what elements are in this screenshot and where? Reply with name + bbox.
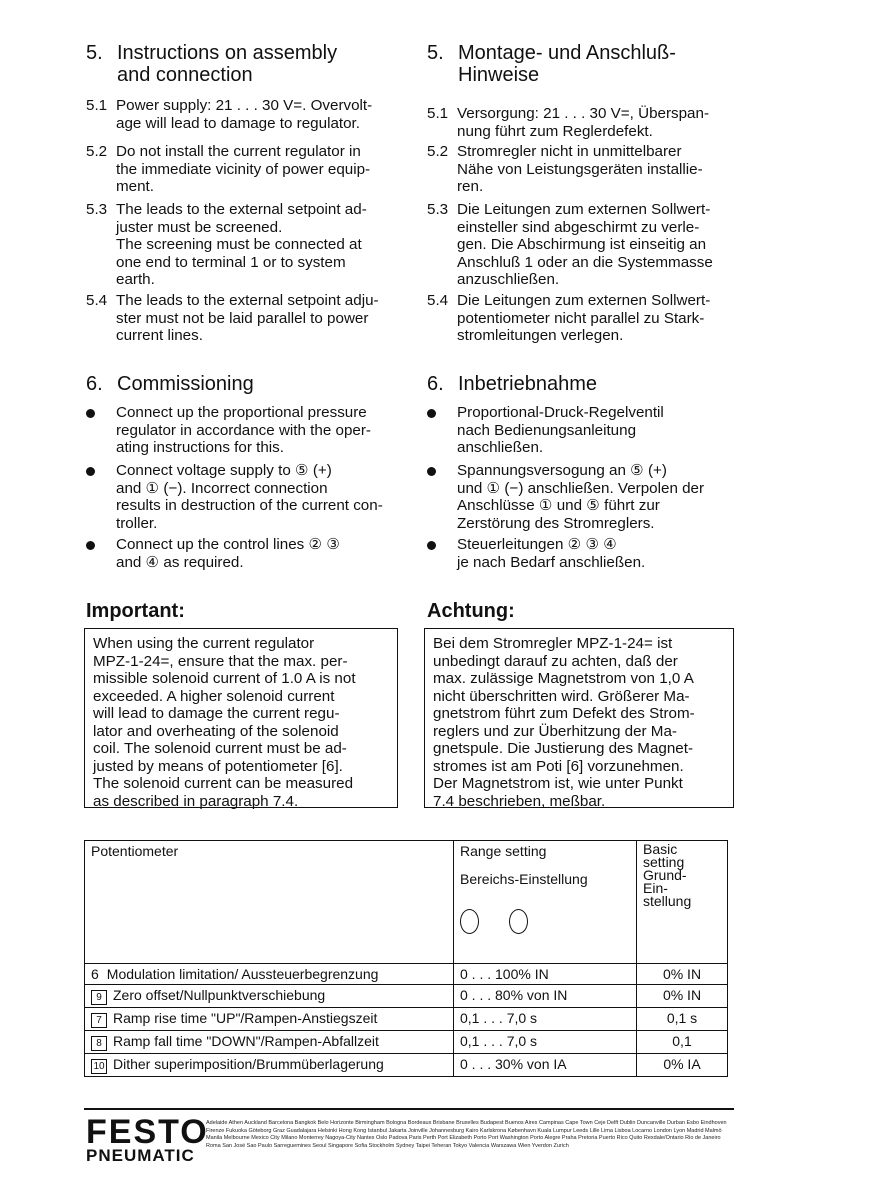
table-row [85, 1008, 728, 1031]
potentiometer-table [84, 840, 728, 1077]
row-id: 10 [91, 1059, 107, 1074]
row-basic: 0% IN [637, 985, 728, 1008]
row-range: 0 . . . 100% IN [454, 964, 637, 985]
row-label: Zero offset/Nullpunktverschiebung [113, 987, 326, 1003]
item-5-4-de [427, 292, 727, 345]
section-5-title-de: Montage- und Anschluß- Hinweise [458, 42, 676, 86]
table-row [85, 1054, 728, 1077]
pneumatic-wordmark: PNEUMATIC [86, 1146, 195, 1165]
bullet-2-de [427, 462, 767, 532]
section-6-number-de: 6. [427, 373, 444, 395]
range-symbols [460, 909, 630, 937]
section-5-number-en: 5. [86, 42, 103, 64]
section-6-title-en: Commissioning [117, 373, 254, 395]
item-number: 5.2 [86, 143, 108, 160]
bullet-1-de [427, 404, 757, 457]
city-list: Adelaide Athen Auckland Barcelona Bangkok Belo Horizonte Birmingham Bologna Bordeaux Brisbane Bruxelles Budapest Buenos Aires Campinas Cape Town Ceje Delft Dublin Duncanville Durban Esbo Eindhoven Firenze Fukuoka Göteborg Graz Guadalajara Helsinki Hong Kong Istanbul Jakarta Joinville Johannesburg Kairo Karlskrona København Kuala Lumpur Leeds Lille Lima Lisboa Locarno London Lyon Madrid Malmö Manila Melbourne Mexico City Milano Monterrey Nagoya-City Nantes Oslo Padova Paris Perth Port Elizabeth Porto Port Washington Porto Alegre Praha Pretoria Puerto Rico Quito Rexdale/Ontario Rio de Janeiro Roma San José Sao Paulo Sarreguemines Seoul Singapore Sofia Stockholm Sydney Taipei Teheran Tokyo Valencia Warszawa Wien Yverdon Zurich [206, 1120, 727, 1149]
bullet-text: Connect up the proportional pressure regulator in accordance with the oper- ating instructions for this. [116, 404, 371, 456]
header-range-de: Bereichs-Einstellung [460, 871, 588, 887]
row-label: Modulation limitation/ Aussteuerbegrenzung [106, 966, 379, 982]
bullet-dot [427, 467, 436, 476]
row-id: 7 [91, 1013, 107, 1028]
row-label: Ramp rise time "UP"/Rampen-Anstiegszeit [113, 1010, 378, 1026]
item-number: 5.3 [86, 201, 108, 218]
section-6-number-en: 6. [86, 373, 103, 395]
item-5-2-de [427, 143, 727, 196]
item-text: Power supply: 21 . . . 30 V=. Overvolt- age will lead to damage to regulator. [116, 97, 373, 132]
important-box-de [424, 628, 734, 808]
bullet-text: Connect voltage supply to ⑤ (+) and ① (−). Incorrect connection results in destruction of the current con- troller. [116, 462, 383, 532]
row-basic: 0,1 [637, 1031, 728, 1054]
bullet-3-de [427, 536, 757, 571]
header-basic: Basic setting Grund- Ein- stellung [637, 841, 728, 964]
item-text: Stromregler nicht in unmittelbarer Nähe von Leistungsgeräten installie- ren. [457, 143, 703, 195]
header-range-en: Range setting [460, 843, 547, 859]
row-range: 0,1 . . . 7,0 s [454, 1008, 637, 1031]
important-heading-en: Important: [86, 600, 185, 622]
potentiometer-min-icon [460, 909, 479, 934]
item-5-1-en [86, 97, 386, 132]
bullet-text: Spannungsversogung an ⑤ (+) und ① (−) anschließen. Verpolen der Anschlüsse ① und ⑤ führt zur Zerstörung des Stromreglers. [457, 462, 705, 532]
bullet-dot [86, 409, 95, 418]
header-potentiometer [85, 841, 454, 964]
row-id: 8 [91, 1036, 107, 1051]
row-name [85, 964, 454, 985]
item-5-3-de [427, 201, 727, 289]
festo-wordmark: FESTO [86, 1113, 209, 1151]
row-basic: 0,1 s [637, 1008, 728, 1031]
table-row [85, 964, 728, 985]
table-row [85, 1031, 728, 1054]
item-5-2-en [86, 143, 386, 196]
row-basic: 0% IA [637, 1054, 728, 1077]
item-number: 5.3 [427, 201, 449, 218]
section-6-title-de: Inbetriebnahme [458, 373, 597, 395]
item-text: The leads to the external setpoint adju- ster must not be laid parallel to power current lines. [116, 292, 379, 344]
item-5-1-de [427, 105, 727, 140]
bullet-3-en [86, 536, 406, 571]
item-number: 5.4 [86, 292, 108, 309]
header-range [454, 841, 637, 964]
item-text: Die Leitungen zum externen Sollwert- potentiometer nicht parallel zu Stark- stromleitungen verlegen. [457, 292, 711, 344]
row-label: Dither superimposition/Brummüberlagerung [113, 1056, 384, 1072]
item-text: Versorgung: 21 . . . 30 V=, Überspan- nung führt zum Reglerdefekt. [457, 105, 710, 140]
row-id: 9 [91, 990, 107, 1005]
bullet-text: Proportional-Druck-Regelventil nach Bedienungsanleitung anschließen. [457, 404, 664, 456]
item-text: Die Leitungen zum externen Sollwert- einsteller sind abgeschirmt zu verle- gen. Die Abschirmung ist einseitig an Anschluß 1 oder an die Systemmasse anzuschließen. [457, 201, 713, 288]
important-text-en: When using the current regulator MPZ-1-24=, ensure that the max. per- missible solenoid current of 1.0 A is not exceeded. A higher solenoid current will lead to damage the current regu- lator and overheating of the solenoid coil. The solenoid current must be ad- justed by means of potentiometer [6]. The solenoid current can be measured as described in paragraph 7.4. [93, 635, 356, 810]
row-basic: 0% IN [637, 964, 728, 985]
header-potentiometer-label: Potentiometer [91, 843, 179, 859]
row-range: 0 . . . 30% von IA [454, 1054, 637, 1077]
table-header-row [85, 841, 728, 964]
row-name [85, 1008, 454, 1031]
row-name [85, 985, 454, 1008]
row-name [85, 1054, 454, 1077]
row-range: 0,1 . . . 7,0 s [454, 1031, 637, 1054]
bullet-dot [86, 467, 95, 476]
item-text: Do not install the current regulator in the immediate vicinity of power equip- ment. [116, 143, 371, 195]
table-row [85, 985, 728, 1008]
row-label: Ramp fall time "DOWN"/Rampen-Abfallzeit [113, 1033, 379, 1049]
important-heading-de: Achtung: [427, 600, 515, 622]
bullet-text: Connect up the control lines ② ③ and ④ as required. [116, 536, 340, 571]
bullet-dot [86, 541, 95, 550]
row-name [85, 1031, 454, 1054]
section-5-number-de: 5. [427, 42, 444, 64]
footer-rule [84, 1108, 734, 1110]
bullet-dot [427, 541, 436, 550]
bullet-1-en [86, 404, 406, 457]
item-5-4-en [86, 292, 386, 345]
bullet-text: Steuerleitungen ② ③ ④ je nach Bedarf anschließen. [457, 536, 646, 571]
festo-logo [86, 1113, 209, 1165]
potentiometer-max-icon [509, 909, 528, 934]
bullet-dot [427, 409, 436, 418]
item-text: The leads to the external setpoint ad- juster must be screened. The screening must be connected at one end to terminal 1 or to system earth. [116, 201, 367, 288]
important-box-en [84, 628, 398, 808]
important-text-de: Bei dem Stromregler MPZ-1-24= ist unbedingt darauf zu achten, daß der max. zulässige Magnetstrom von 1,0 A nicht überschritten wird. Größerer Ma- gnetstrom führt zum Defekt des Strom- reglers und zur Überhitzung der Ma- gnetspule. Die Justierung des Magnet- stromes ist am Poti [6] vorzunehmen. Der Magnetstrom ist, wie unter Punkt 7.4 beschrieben, meßbar. [433, 635, 695, 810]
item-5-3-en [86, 201, 386, 289]
item-number: 5.2 [427, 143, 449, 160]
row-id: 6 [91, 966, 99, 982]
bullet-2-en [86, 462, 406, 532]
item-number: 5.1 [427, 105, 449, 122]
row-range: 0 . . . 80% von IN [454, 985, 637, 1008]
item-number: 5.1 [86, 97, 108, 114]
item-number: 5.4 [427, 292, 449, 309]
section-5-title-en: Instructions on assembly and connection [117, 42, 338, 86]
